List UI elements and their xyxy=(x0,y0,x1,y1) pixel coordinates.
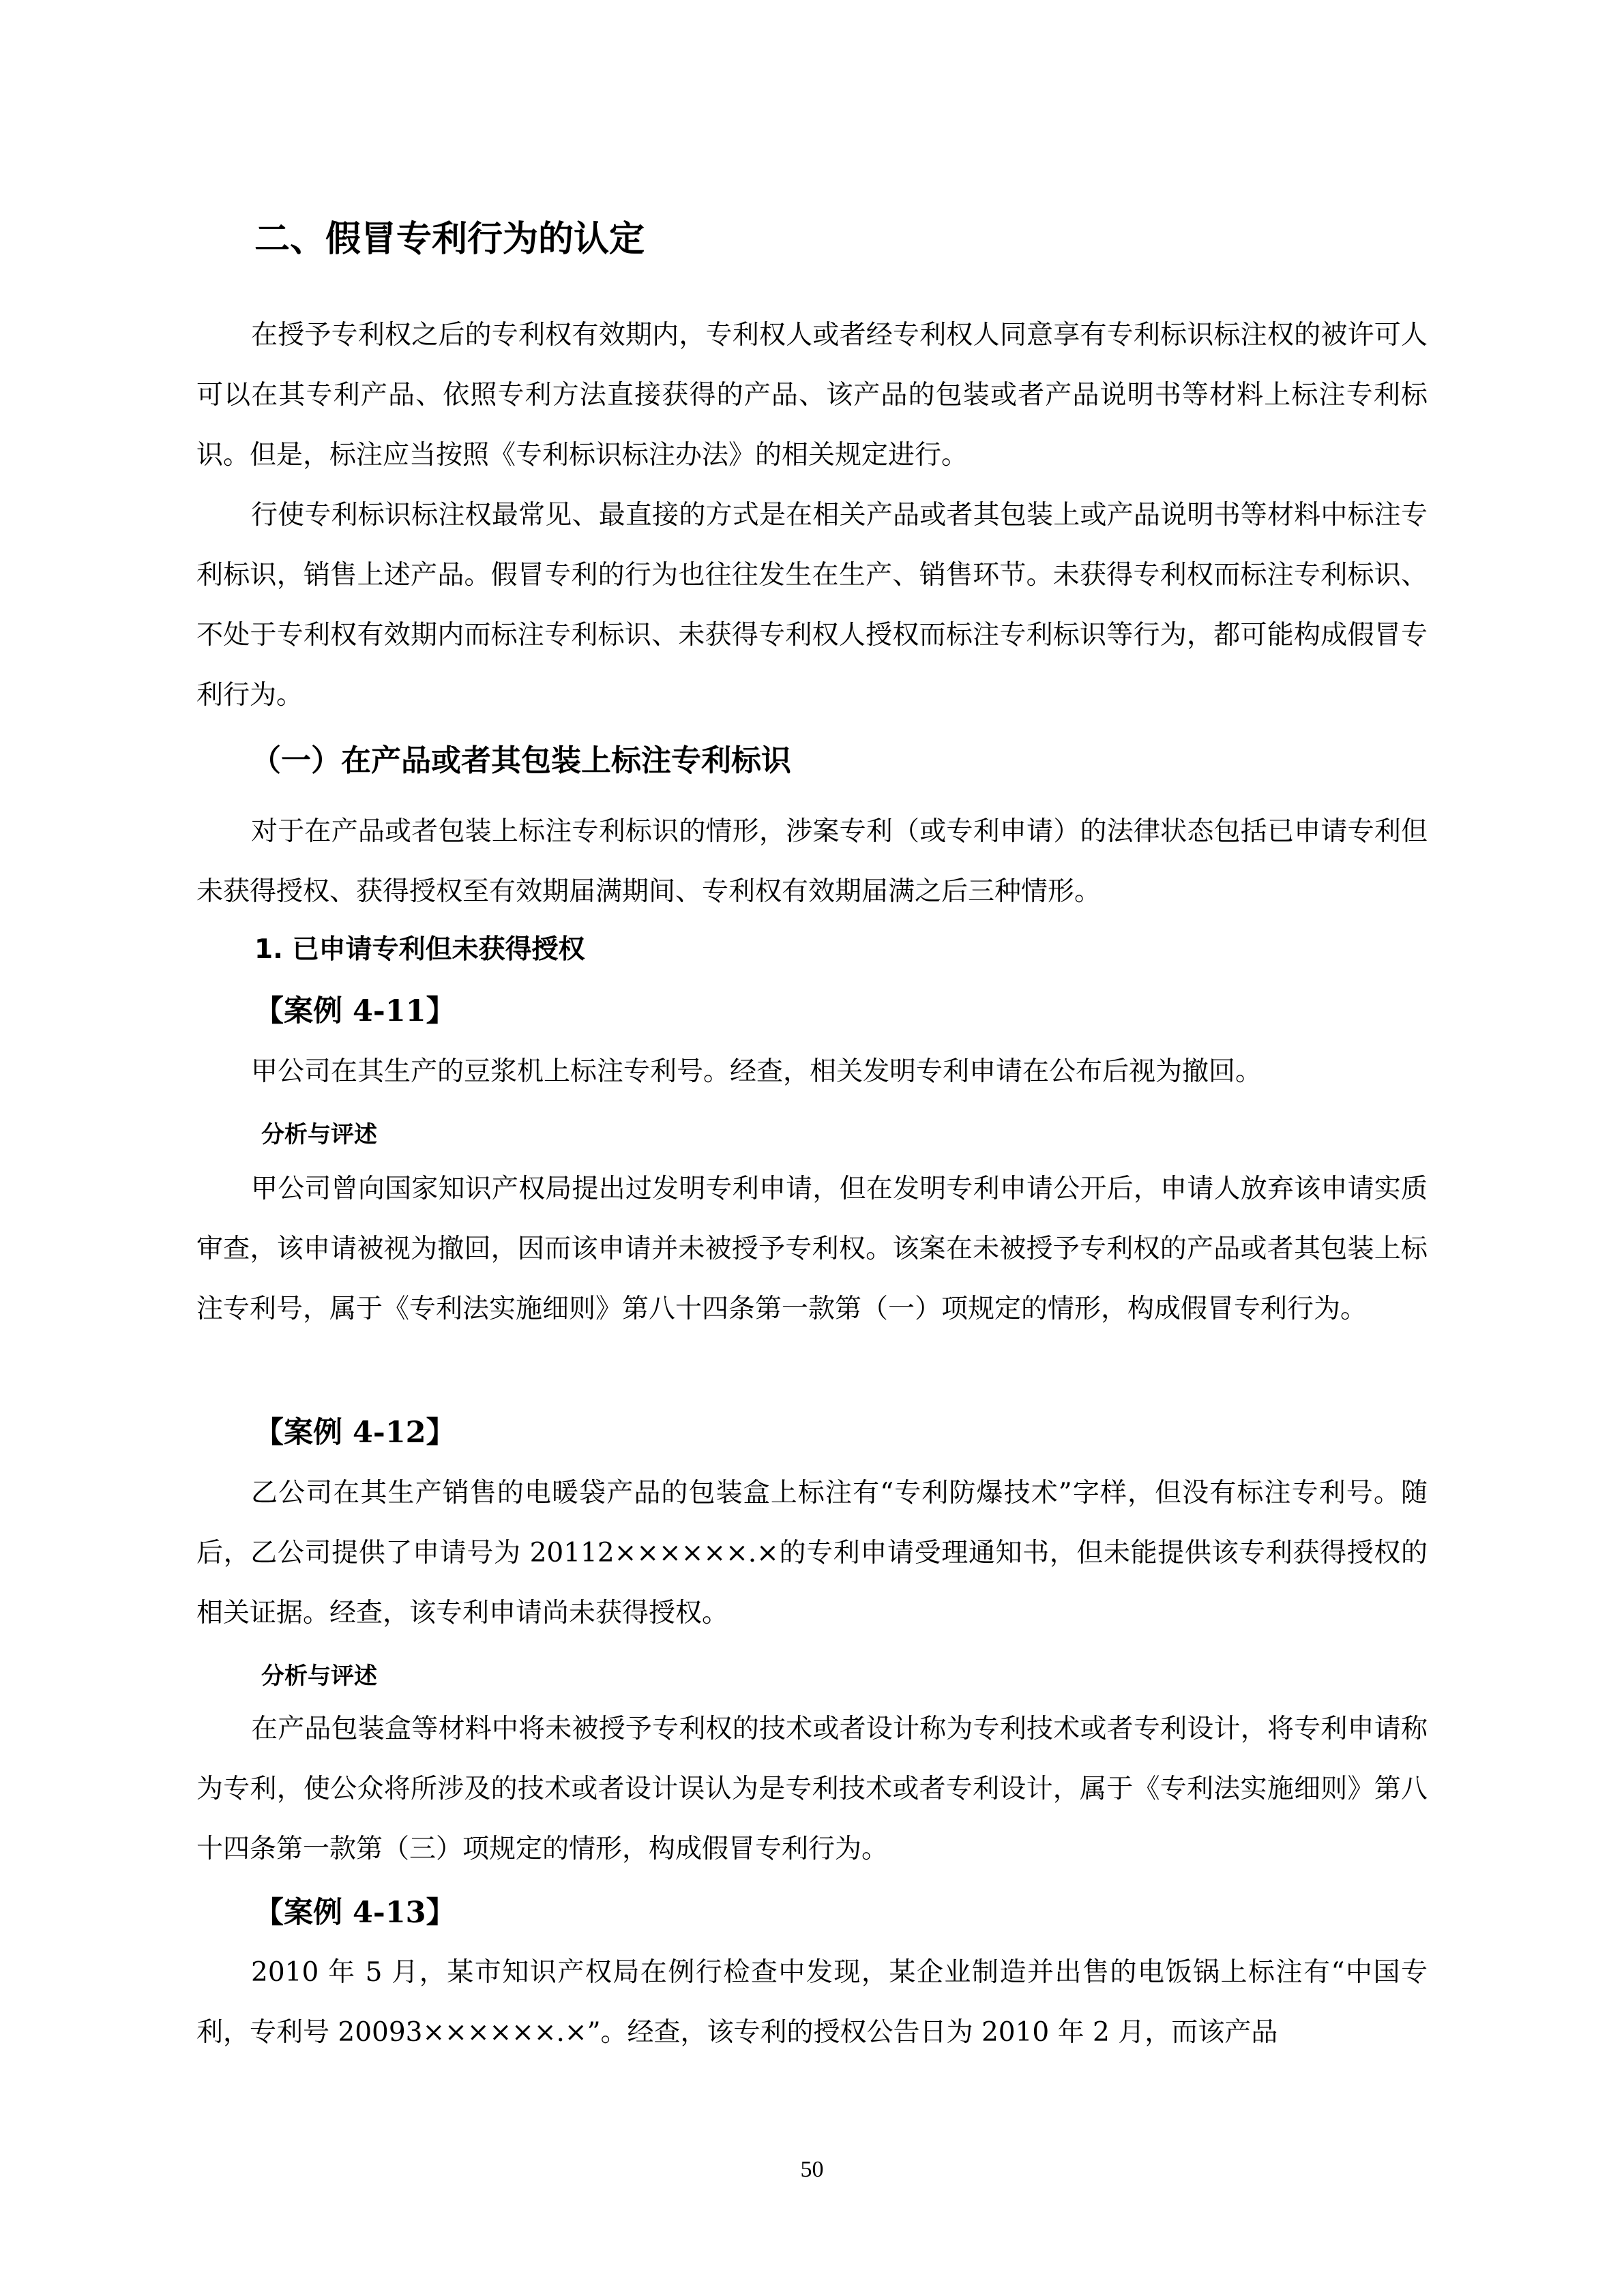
paragraph-case-4-12: 乙公司在其生产销售的电暖袋产品的包装盒上标注有“专利防爆技术”字样，但没有标注专利号。随后，乙公司提供了申请号为 20112××××××.×的专利申请受理通知书，但未能提供该专利获得授权的相关证据。经查，该专利申请尚未获得授权。 xyxy=(196,1478,1428,1628)
page-number: 50 xyxy=(800,2157,824,2182)
paragraph-legal-status: 对于在产品或者包装上标注专利标识的情形，涉案专利（或专利申请）的法律状态包括已申请专利但未获得授权、获得授权至有效期届满期间、专利权有效期届满之后三种情形。 xyxy=(196,816,1428,907)
subsection-heading: （一）在产品或者其包装上标注专利标识 xyxy=(251,743,791,778)
paragraph-case-4-11: 甲公司在其生产的豆浆机上标注专利号。经查，相关发明专利申请在公布后视为撤回。 xyxy=(251,1056,1263,1087)
analysis-label: 分析与评述 xyxy=(261,1121,377,1148)
paragraph-patent-marking-right: 在授予专利权之后的专利权有效期内，专利权人或者经专利权人同意享有专利标识标注权的被许可人可以在其专利产品、依照专利方法直接获得的产品、该产品的包装或者产品说明书等材料上标注专利标识。但是，标注应当按照《专利标识标注办法》的相关规定进行。 xyxy=(196,320,1428,471)
case-heading-4-13: 【案例 4-13】 xyxy=(254,1896,456,1930)
section-heading: 二、假冒专利行为的认定 xyxy=(254,219,645,260)
item-heading: 1. 已申请专利但未获得授权 xyxy=(254,934,585,965)
analysis-label: 分析与评述 xyxy=(261,1663,377,1690)
paragraph-marking-methods: 行使专利标识标注权最常见、最直接的方式是在相关产品或者其包装上或产品说明书等材料中标注专利标识，销售上述产品。假冒专利的行为也往往发生在生产、销售环节。未获得专利权而标注专利标识、不处于专利权有效期内而标注专利标识、未获得专利权人授权而标注专利标识等行为，都可能构成假冒专利行为。 xyxy=(196,500,1428,711)
paragraph-case-4-13: 2010 年 5 月，某市知识产权局在例行检查中发现，某企业制造并出售的电饭锅上标注有“中国专利，专利号 20093××××××.×”。经查，该专利的授权公告日为 2010 年 2 月，而该产品 xyxy=(196,1957,1428,2048)
paragraph-analysis-4-12: 在产品包装盒等材料中将未被授予专利权的技术或者设计称为专利技术或者专利设计，将专利申请称为专利，使公众将所涉及的技术或者设计误认为是专利技术或者专利设计，属于《专利法实施细则》第八十四条第一款第（三）项规定的情形，构成假冒专利行为。 xyxy=(196,1714,1428,1864)
case-heading-4-11: 【案例 4-11】 xyxy=(254,994,456,1028)
case-heading-4-12: 【案例 4-12】 xyxy=(254,1416,456,1450)
paragraph-analysis-4-11: 甲公司曾向国家知识产权局提出过发明专利申请，但在发明专利申请公开后，申请人放弃该申请实质审查，该申请被视为撤回，因而该申请并未被授予专利权。该案在未被授予专利权的产品或者其包装上标注专利号，属于《专利法实施细则》第八十四条第一款第（一）项规定的情形，构成假冒专利行为。 xyxy=(196,1174,1428,1324)
